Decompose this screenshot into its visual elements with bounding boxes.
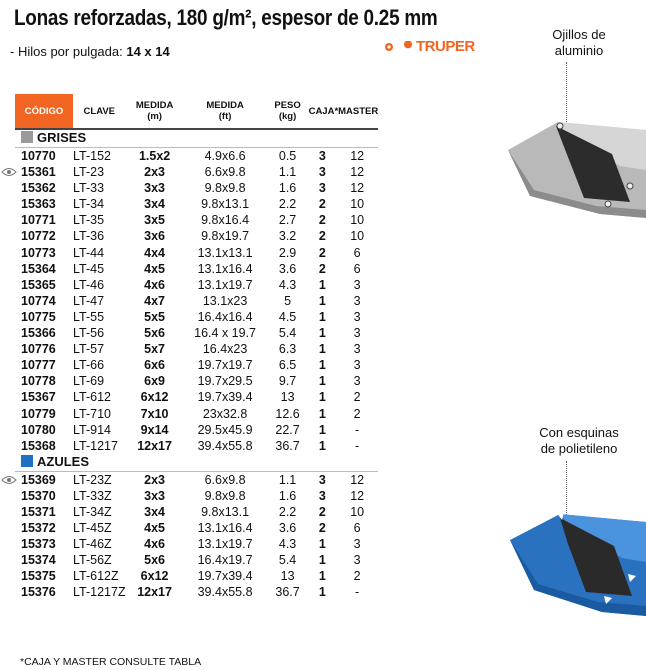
cell-codigo: 10770 (21, 149, 56, 163)
cell-master: 3 (353, 342, 361, 357)
cell-master: 6 (353, 261, 361, 276)
cell-peso: 4.3 (278, 277, 297, 292)
cell-codigo: 15371 (21, 504, 56, 519)
cell-peso: 4.5 (278, 309, 297, 324)
cell-master: 10 (350, 229, 365, 244)
col-header-clave: CLAVE (73, 94, 126, 129)
cell-medida-m: 4x5 (144, 261, 165, 276)
cell-caja: 1 (318, 277, 326, 292)
cell-codigo: 10780 (21, 422, 56, 437)
cell-peso: 2.2 (278, 504, 297, 519)
cell-clave: LT-36 (73, 229, 105, 244)
table-row (15, 552, 378, 568)
cell-master: - (355, 422, 360, 437)
cell-medida-ft: 9.8x9.8 (204, 488, 246, 503)
cell-master: 2 (353, 406, 361, 421)
cell-clave: LT-152 (73, 149, 111, 163)
cell-clave: LT-612 (73, 390, 111, 405)
table-row (15, 309, 378, 325)
cell-caja: 1 (318, 537, 326, 552)
cell-medida-ft: 23x32.8 (202, 406, 248, 421)
cell-medida-m: 5x6 (144, 553, 165, 568)
cell-caja: 3 (318, 181, 326, 196)
cell-medida-ft: 9.8x19.7 (201, 229, 250, 244)
cell-medida-ft: 29.5x45.9 (197, 422, 253, 437)
cell-master: 12 (350, 149, 365, 163)
cell-clave: LT-34Z (73, 504, 112, 519)
cell-codigo: 10773 (21, 245, 56, 260)
cell-caja: 1 (318, 553, 326, 568)
cell-codigo: 15368 (21, 438, 56, 453)
thread-count-label: - Hilos por pulgada: (10, 44, 127, 59)
cell-clave: LT-56Z (73, 553, 112, 568)
section-label: GRISES (37, 130, 87, 146)
cell-clave: LT-46 (73, 277, 105, 292)
cell-codigo: 15376 (21, 585, 56, 600)
cell-medida-ft: 13.1x23 (202, 293, 248, 308)
cell-clave: LT-45 (73, 261, 105, 276)
cell-peso: 9.7 (278, 374, 297, 389)
cell-codigo: 15369 (15, 471, 73, 488)
cell-medida-m: 3x4 (144, 197, 165, 212)
cell-caja: 1 (318, 422, 326, 437)
cell-peso: 3.6 (278, 261, 297, 276)
wrench-logo-icon (383, 41, 413, 53)
table-row (15, 180, 378, 196)
cell-clave: LT-46Z (73, 537, 112, 552)
cell-caja: 1 (318, 390, 326, 405)
cell-caja: 1 (318, 342, 326, 357)
cell-codigo: 15372 (21, 521, 56, 536)
cell-master: 12 (350, 472, 365, 487)
gray-tarp-caption: Ojillos de aluminio (552, 27, 606, 58)
cell-caja: 1 (318, 309, 326, 324)
cell-medida-m: 2x3 (144, 165, 165, 180)
cell-caja: 1 (318, 358, 326, 373)
cell-caja: 1 (318, 406, 326, 421)
cell-medida-ft: 6.6x9.8 (204, 165, 246, 180)
cell-master: 12 (350, 181, 365, 196)
cell-medida-ft: 39.4x55.8 (197, 438, 253, 453)
cell-medida-m: 6x9 (144, 374, 165, 389)
cell-codigo: 15366 (21, 326, 56, 341)
cell-caja: 2 (318, 197, 326, 212)
cell-caja: 2 (318, 504, 326, 519)
cell-peso: 1.6 (278, 488, 297, 503)
cell-caja: 2 (318, 213, 326, 228)
table-row (15, 520, 378, 536)
cell-medida-m: 4x4 (144, 245, 165, 260)
cell-medida-m: 5x6 (144, 326, 165, 341)
cell-medida-m: 3x3 (144, 488, 165, 503)
cell-peso: 5.4 (278, 553, 297, 568)
cell-medida-ft: 9.8x16.4 (201, 213, 250, 228)
cell-peso: 2.9 (278, 245, 297, 260)
cell-clave: LT-710 (73, 406, 111, 421)
cell-codigo: 15365 (21, 277, 56, 292)
section-label: AZULES (37, 454, 89, 470)
cell-caja: 1 (318, 293, 326, 308)
cell-medida-ft: 19.7x29.5 (197, 374, 253, 389)
cell-codigo: 10772 (21, 229, 56, 244)
cell-master: 3 (353, 326, 361, 341)
table-header-row (15, 94, 378, 129)
cell-peso: 6.3 (278, 342, 297, 357)
cell-clave: LT-66 (73, 358, 105, 373)
cell-clave: LT-44 (73, 245, 105, 260)
cell-medida-ft: 13.1x16.4 (197, 261, 253, 276)
page-title: Lonas reforzadas, 180 g/m², espesor de 0.25 mm (14, 5, 438, 30)
cell-peso: 6.5 (278, 358, 297, 373)
cell-peso: 2.7 (278, 213, 297, 228)
cell-clave: LT-23 (73, 165, 105, 180)
cell-medida-m: 3x4 (144, 504, 165, 519)
cell-medida-ft: 16.4x19.7 (197, 553, 253, 568)
cell-caja: 1 (318, 585, 326, 600)
col-header-codigo: CÓDIGO (15, 94, 73, 129)
cell-codigo: 10779 (21, 406, 56, 421)
cell-caja: 3 (318, 149, 326, 163)
section-color-swatch (21, 455, 33, 467)
footnote: *CAJA Y MASTER CONSULTE TABLA (20, 656, 202, 668)
cell-peso: 36.7 (275, 585, 300, 600)
cell-caja: 2 (318, 245, 326, 260)
cell-caja: 3 (318, 165, 326, 180)
cell-caja: 2 (318, 229, 326, 244)
cell-codigo: 10771 (21, 213, 56, 228)
cell-caja: 3 (318, 472, 326, 487)
cell-codigo: 15373 (21, 537, 56, 552)
cell-medida-ft: 19.7x39.4 (197, 390, 253, 405)
cell-medida-m: 3x6 (144, 229, 165, 244)
eye-icon (1, 167, 17, 177)
cell-medida-ft: 4.9x6.6 (204, 149, 246, 163)
cell-clave: LT-35 (73, 213, 105, 228)
cell-codigo: 10775 (21, 309, 56, 324)
cell-clave: LT-33Z (73, 488, 112, 503)
cell-peso: 3.2 (278, 229, 297, 244)
cell-codigo: 15363 (21, 197, 56, 212)
cell-master: 3 (353, 553, 361, 568)
cell-master: 2 (353, 390, 361, 405)
cell-medida-m: 12x17 (137, 438, 172, 453)
cell-medida-m: 3x3 (144, 181, 165, 196)
cell-medida-m: 4x6 (144, 277, 165, 292)
cell-peso: 2.2 (278, 197, 297, 212)
cell-master: 3 (353, 277, 361, 292)
cell-medida-m: 5x7 (144, 342, 165, 357)
table-row (15, 148, 378, 165)
cell-medida-ft: 39.4x55.8 (197, 585, 253, 600)
cell-caja: 1 (318, 438, 326, 453)
cell-medida-ft: 16.4 x 19.7 (194, 326, 256, 341)
thread-count-note (10, 44, 170, 59)
cell-medida-ft: 6.6x9.8 (204, 472, 246, 487)
cell-medida-ft: 9.8x9.8 (204, 181, 246, 196)
cell-codigo: 15362 (21, 181, 56, 196)
cell-caja: 2 (318, 261, 326, 276)
table-row (15, 341, 378, 357)
table-row (15, 325, 378, 341)
table-row (15, 293, 378, 309)
cell-medida-m: 5x5 (144, 309, 165, 324)
cell-codigo: 10778 (21, 374, 56, 389)
cell-medida-m: 4x6 (144, 537, 165, 552)
table-row (15, 438, 378, 454)
cell-medida-m: 4x7 (144, 293, 165, 308)
blue-tarp-image (500, 500, 646, 618)
cell-codigo: 15375 (21, 569, 56, 584)
cell-medida-m: 1.5x2 (138, 149, 171, 163)
cell-master: 6 (353, 521, 361, 536)
cell-medida-ft: 9.8x13.1 (201, 197, 250, 212)
cell-peso: 12.6 (275, 406, 300, 421)
cell-medida-m: 3x5 (144, 213, 165, 228)
blue-tarp-caption: Con esquinas de polietileno (539, 425, 619, 456)
cell-master: 10 (350, 504, 365, 519)
table-row (15, 212, 378, 228)
cell-medida-ft: 13.1x16.4 (197, 521, 253, 536)
cell-codigo: 10777 (21, 358, 56, 373)
cell-master: 3 (353, 309, 361, 324)
table-row (15, 196, 378, 212)
cell-medida-ft: 16.4x16.4 (197, 309, 253, 324)
cell-codigo: 15374 (21, 553, 56, 568)
cell-medida-ft: 19.7x19.7 (197, 358, 253, 373)
cell-medida-m: 7x10 (140, 406, 169, 421)
cell-medida-ft: 19.7x39.4 (197, 569, 253, 584)
cell-peso: 1.1 (278, 165, 297, 180)
cell-codigo: 10774 (21, 293, 56, 308)
table-row (15, 536, 378, 552)
cell-master: 6 (353, 245, 361, 260)
table-row (15, 228, 378, 244)
cell-codigo: 15361 (15, 164, 73, 180)
cell-peso: 0.5 (278, 149, 297, 163)
cell-clave: LT-69 (73, 374, 105, 389)
cell-codigo: 15364 (21, 261, 56, 276)
table-row (15, 568, 378, 584)
section-header-grises (15, 129, 378, 148)
cell-master: 2 (353, 569, 361, 584)
cell-medida-ft: 13.1x19.7 (197, 277, 253, 292)
table-row (15, 261, 378, 277)
cell-codigo: 15370 (21, 488, 56, 503)
cell-medida-m: 6x12 (140, 569, 169, 584)
cell-clave: LT-55 (73, 309, 105, 324)
table-row (15, 422, 378, 438)
cell-medida-m: 12x17 (137, 585, 172, 600)
table-row (15, 471, 378, 488)
cell-caja: 1 (318, 374, 326, 389)
cell-clave: LT-47 (73, 293, 105, 308)
cell-codigo: 10776 (21, 342, 56, 357)
cell-medida-m: 9x14 (140, 422, 169, 437)
cell-peso: 13 (280, 390, 295, 405)
cell-clave: LT-914 (73, 422, 111, 437)
gray-tarp-image (500, 110, 646, 220)
cell-master: 10 (350, 213, 365, 228)
cell-master: - (355, 585, 360, 600)
cell-medida-ft: 9.8x13.1 (201, 504, 250, 519)
cell-caja: 3 (318, 488, 326, 503)
cell-master: - (355, 438, 360, 453)
cell-master: 3 (353, 358, 361, 373)
cell-medida-m: 4x5 (144, 521, 165, 536)
brand-name: TRUPER (416, 38, 475, 55)
table-row (15, 357, 378, 373)
cell-peso: 4.3 (278, 537, 297, 552)
cell-peso: 36.7 (275, 438, 300, 453)
cell-peso: 13 (280, 569, 295, 584)
col-header-medida-ft: MEDIDA (ft) (184, 94, 267, 129)
cell-caja: 2 (318, 521, 326, 536)
cell-clave: LT-56 (73, 326, 105, 341)
cell-clave: LT-1217 (73, 438, 118, 453)
table-row (15, 164, 378, 180)
cell-peso: 1.1 (278, 472, 297, 487)
cell-master: 12 (350, 165, 365, 180)
cell-peso: 22.7 (275, 422, 300, 437)
cell-caja: 1 (318, 569, 326, 584)
col-header-medida-m: MEDIDA (m) (126, 94, 184, 129)
cell-clave: LT-1217Z (73, 585, 126, 600)
cell-codigo: 15367 (21, 390, 56, 405)
section-header-azules (15, 454, 378, 472)
table-row (15, 389, 378, 405)
table-row (15, 504, 378, 520)
table-row (15, 406, 378, 422)
section-color-swatch (21, 131, 33, 143)
cell-peso: 3.6 (278, 521, 297, 536)
cell-peso: 1.6 (278, 181, 297, 196)
cell-master: 12 (350, 488, 365, 503)
cell-master: 3 (353, 293, 361, 308)
brand-logo (383, 38, 475, 55)
cell-peso: 5 (284, 293, 292, 308)
table-row (15, 277, 378, 293)
cell-clave: LT-612Z (73, 569, 119, 584)
col-header-peso: PESO (kg) (267, 94, 309, 129)
cell-clave: LT-45Z (73, 521, 112, 536)
thread-count-value: 14 x 14 (126, 44, 170, 59)
table-row (15, 373, 378, 389)
col-header-caja-master: CAJA*MASTER (309, 94, 379, 129)
cell-master: 3 (353, 537, 361, 552)
cell-peso: 5.4 (278, 326, 297, 341)
product-table (15, 94, 378, 601)
eye-icon (1, 475, 17, 485)
cell-caja: 1 (318, 326, 326, 341)
cell-medida-m: 6x12 (140, 390, 169, 405)
cell-master: 3 (353, 374, 361, 389)
cell-clave: LT-34 (73, 197, 105, 212)
cell-clave: LT-33 (73, 181, 105, 196)
table-row (15, 584, 378, 600)
cell-master: 10 (350, 197, 365, 212)
cell-medida-ft: 13.1x13.1 (197, 245, 253, 260)
table-row (15, 488, 378, 504)
cell-clave: LT-57 (73, 342, 105, 357)
table-row (15, 245, 378, 261)
cell-medida-ft: 13.1x19.7 (197, 537, 253, 552)
cell-medida-ft: 16.4x23 (202, 342, 248, 357)
cell-medida-m: 2x3 (144, 472, 165, 487)
cell-medida-m: 6x6 (144, 358, 165, 373)
cell-clave: LT-23Z (73, 472, 112, 487)
